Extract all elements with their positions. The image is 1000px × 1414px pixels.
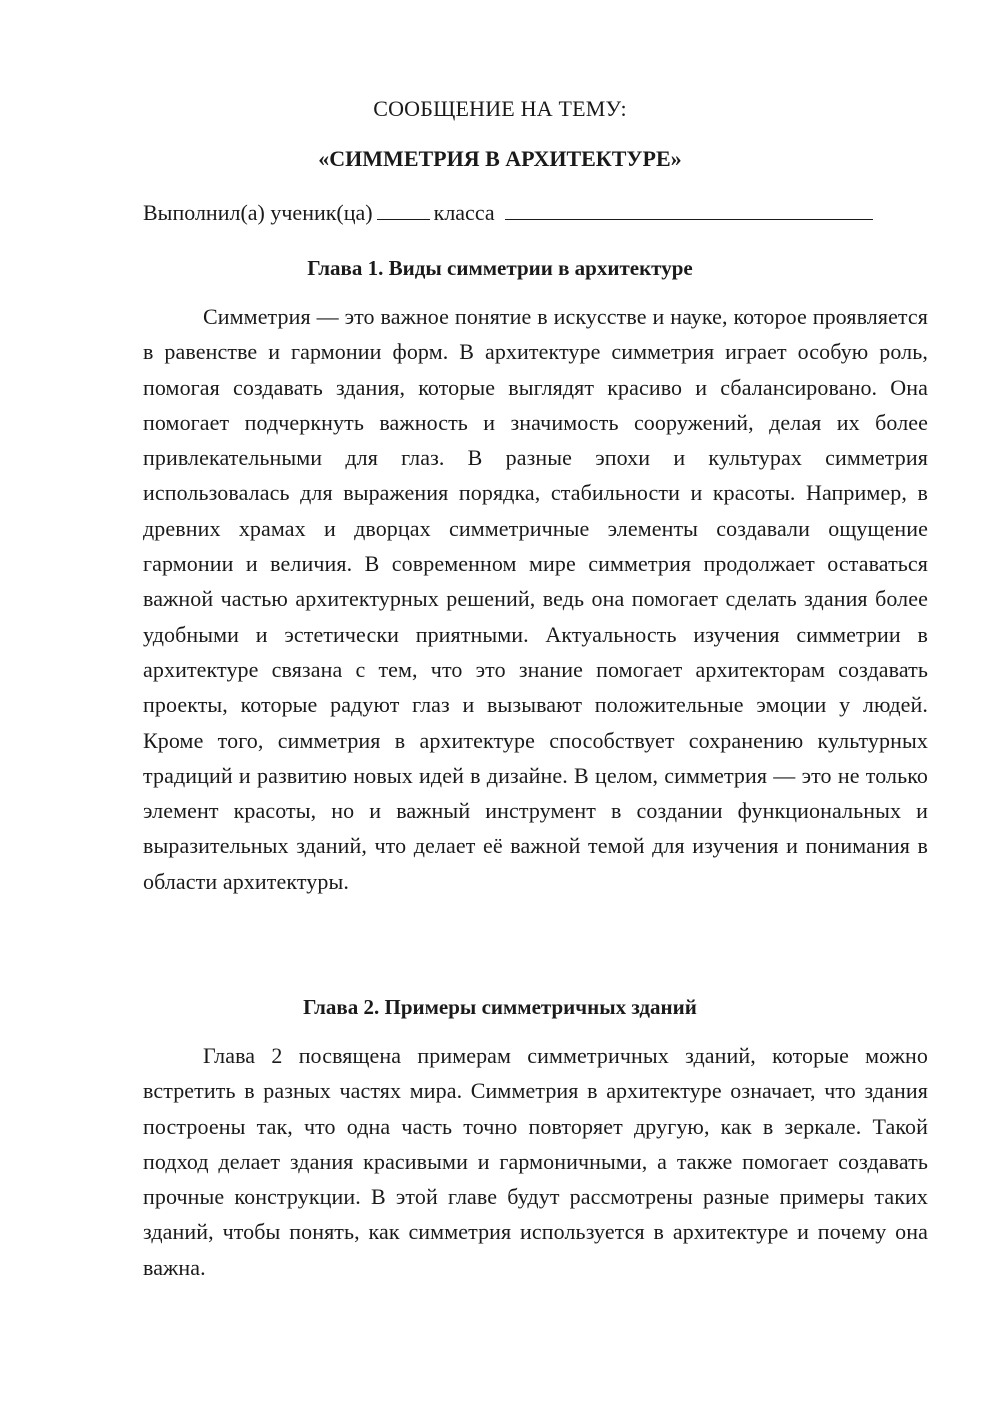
author-name-blank [505,197,873,220]
chapter1-paragraph: Симметрия — это важное понятие в искусстве и науке, которое проявляется в равенстве и гармонии форм. В архитектуре симметрия играет особую роль, помогая создавать здания, которые выглядят красиво и сбалансировано. Она помогает подчеркнуть важность и значимость сооружений, делая их более привлекательными для глаз. В разные эпохи и культурах симметрия использовалась для выражения порядка, стабильности и красоты. Например, в древних храмах и дворцах симметричные элементы создавали ощущение гармонии и величия. В современном мире симметрия продолжает оставаться важной частью архитектурных решений, ведь она помогает сделать здания более удобными и эстетически приятными. Актуальность изучения симметрии в архитектуре связана с тем, что это знание помогает архитекторам создавать проекты, которые радуют глаз и вызывают положительные эмоции у людей. Кроме того, симметрия в архитектуре способствует сохранению культурных традиций и развитию новых идей в дизайне. В целом, симметрия — это не только элемент красоты, но и важный инструмент в создании функциональных и выразительных зданий, что делает её важной темой для изучения и понимания в области архитектуры. [143,304,928,894]
document-title-line2: «СИММЕТРИЯ В АРХИТЕКТУРЕ» [318,146,682,171]
author-prefix: Выполнил(а) ученик(ца) [143,200,373,225]
chapter1-heading: Глава 1. Виды симметрии в архитектуре [307,256,693,280]
chapter2-heading: Глава 2. Примеры симметричных зданий [303,995,697,1019]
author-line [143,196,933,230]
author-class-label: класса [433,200,495,225]
document-title-line1: СООБЩЕНИЕ НА ТЕМУ: [373,96,627,121]
chapter2-paragraph: Глава 2 посвящена примерам симметричных зданий, которые можно встретить в разных частях мира. Симметрия в архитектуре означает, что здания построены так, что одна часть точно повторяет другую, как в зеркале. Такой подход делает здания красивыми и гармоничными, а также помогает создавать прочные конструкции. В этой главе будут рассмотрены разные примеры таких зданий, чтобы понять, как симметрия используется в архитектуре и почему она важна. [143,1043,928,1280]
class-number-blank [377,197,430,220]
